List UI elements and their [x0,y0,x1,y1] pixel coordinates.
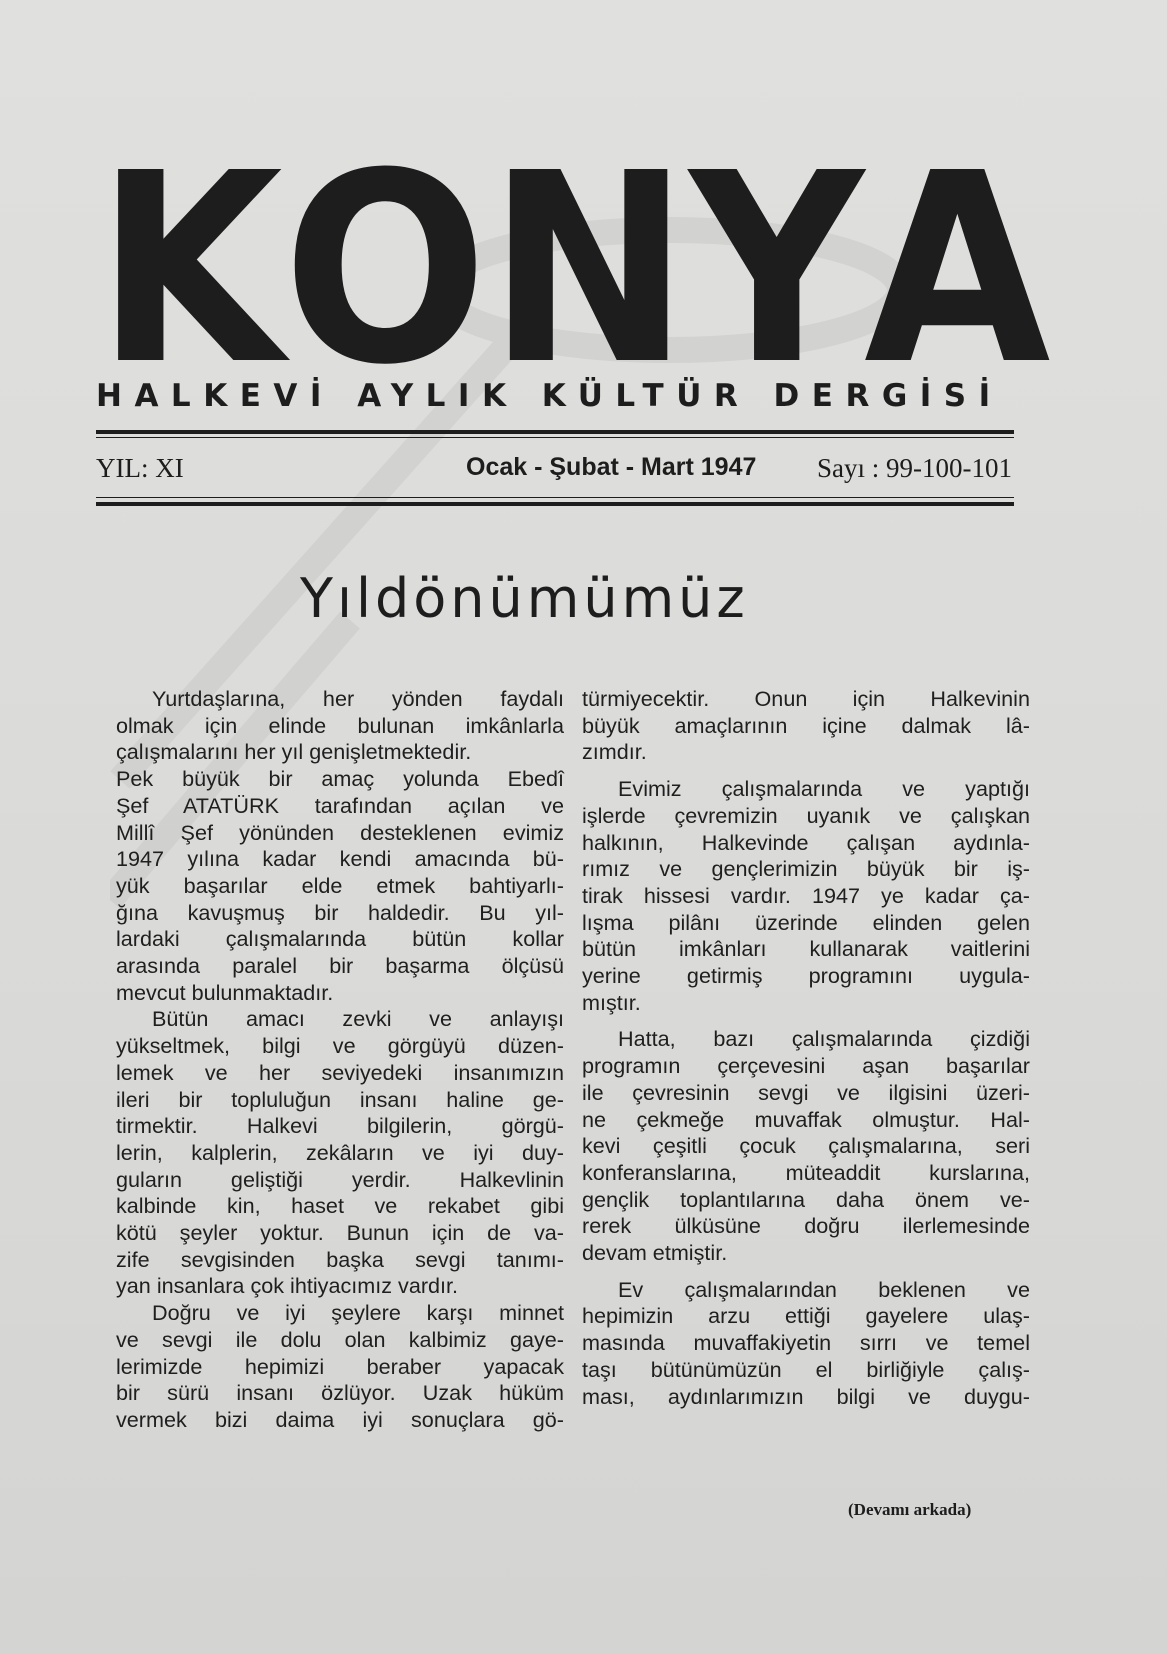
article-text-line: bir sürü insanı özlüyor. Uzak hüküm [116,1380,564,1406]
article-text-line: masında muvaffakiyetin sırrı ve temel [582,1330,1030,1356]
masthead-letter: N [487,117,690,422]
article-text-line: lardaki çalışmalarında bütün kollar [116,926,564,952]
paragraph-gap [582,1016,1030,1026]
article-text-line: Pek büyük bir amaç yolunda Ebedî [116,766,564,792]
article-text-line: Şef ATATÜRK tarafından açılan ve [116,792,564,818]
article-text-line: lemek ve her seviyedeki insanımızın [116,1059,564,1085]
article-text-line: zife sevgisinden başka sevgi tanımı- [116,1246,564,1272]
top-rule-thin [96,437,1014,438]
article-text-line: yükseltmek, bilgi ve görgüyü düzen- [116,1033,564,1059]
bottom-rule-thin [96,497,1014,498]
masthead-letter: A [863,117,1051,422]
article-text-line: Millî Şef yönünden desteklenen evimiz [116,819,564,845]
article-column-left [116,686,564,1434]
article-text-line: ileri bir topluluğun insanı haline ge- [116,1086,564,1112]
article-text-line: devam etmiştir. [582,1240,728,1266]
article-text-line: türmiyecektir. Onun için Halkevinin [582,686,1030,711]
article-text-line: tirak hissesi vardır. 1947 ye kadar ça- [582,882,1030,908]
top-rule [96,430,1014,434]
article-text-line: programın çerçevesini aşan başarılar [582,1053,1030,1079]
masthead-letter: O [282,117,488,422]
masthead-letter: K [96,117,283,422]
masthead-letter: Y [689,117,864,422]
volume-year: YIL: XI [96,453,184,483]
article-text-line: ve sevgi ile dolu olan kalbimiz gaye- [116,1326,564,1352]
article-text-line: lerimizde hepimizi beraber yapacak [116,1353,564,1379]
article-text-line: mıştır. [582,989,641,1015]
article-text-line: 1947 yılına kadar kendi amacında bü- [116,846,564,872]
article-text-line: tirmektir. Halkevi bilgilerin, görgü- [116,1113,564,1139]
article-column-right [582,686,1030,1410]
article-text-line: Evimiz çalışmalarında ve yaptığı [618,776,1030,802]
article-text-line: olmak için elinde bulunan imkânlarla [116,712,564,738]
article-text-line: gençlik toplantılarına daha önem ve- [582,1186,1030,1212]
article-text-line: zımdır. [582,739,647,765]
article-text-line: Doğru ve iyi şeylere karşı minnet [152,1300,564,1326]
article-text-line: guların geliştiği yerdir. Halkevlinin [116,1166,564,1192]
article-text-line: ması, aydınlarımızın bilgi ve duygu- [582,1383,1030,1409]
article-text-line: lerin, kalplerin, zekâların ve iyi duy- [116,1139,564,1165]
article-text-line: kalbinde kin, haset ve rekabet gibi [116,1193,564,1219]
article-text-line: rerek ülküsüne doğru ilerlemesinde [582,1213,1030,1239]
paragraph-gap [582,1267,1030,1277]
article-text-line: mevcut bulunmaktadır. [116,979,334,1005]
article-text-line: rımız ve gençlerimizin büyük bir iş- [582,856,1030,882]
article-text-line: çalışmalarını her yıl genişletmektedir. [116,739,472,765]
article-text-line: lışma pilânı üzerinde elinden gelen [582,909,1030,935]
issue-date: Ocak - Şubat - Mart 1947 [466,453,757,481]
article-text-line: kevi çeşitli çocuk çalışmalarına, seri [582,1133,1030,1159]
bottom-rule [96,502,1014,506]
article-text-line: büyük amaçlarının içine dalmak lâ- [582,712,1030,738]
article-text-line: arasında paralel bir başarma ölçüsü [116,953,564,979]
article-text-line: vermek bizi daima iyi sonuçlara gö- [116,1406,564,1432]
article-text-line: Bütün amacı zevki ve anlayışı [152,1006,564,1032]
article-text-line: yerine getirmiş programını uygula- [582,963,1030,989]
article-text-line: Ev çalışmalarından beklenen ve [618,1276,1030,1302]
article-text-line: Hatta, bazı çalışmalarında çizdiği [618,1026,1030,1052]
article-text-line: kötü şeyler yoktur. Bunun için de va- [116,1220,564,1246]
article-text-line: yük başarılar elde etmek bahtiyarlı- [116,872,564,898]
article-text-line: Yurtdaşlarına, her yönden faydalı [152,686,564,711]
article-title: Yıldönümümüz [300,567,749,630]
issue-number: Sayı : 99-100-101 [817,453,1012,483]
article-text-line: taşı bütünümüzün el birliğiyle çalış- [582,1356,1030,1382]
article-text-line: yan insanlara çok ihtiyacımız vardır. [116,1273,459,1299]
continued-note: (Devamı arkada) [848,1500,972,1519]
article-text-line: bütün imkânları kullanarak vaitlerini [582,936,1030,962]
article-text-line: konferanslarına, müteaddit kurslarına, [582,1159,1030,1185]
article-text-line: işlerde çevremizin uyanık ve çalışkan [582,802,1030,828]
issue-info-bar [96,449,1014,489]
article-text-line: hepimizin arzu ettiği gayelere ulaş- [582,1303,1030,1329]
paragraph-gap [582,766,1030,776]
masthead-subtitle: HALKEVİ AYLIK KÜLTÜR DERGİSİ [96,378,1003,414]
article-text-line: halkının, Halkevinde çalışan aydınla- [582,829,1030,855]
article-text-line: ile çevresinin sevgi ve ilgisini üzeri- [582,1079,1030,1105]
article-text-line: ne çekmeğe muvaffak olmuştur. Hal- [582,1106,1030,1132]
article-text-line: ğına kavuşmuş bir haldedir. Bu yıl- [116,899,564,925]
